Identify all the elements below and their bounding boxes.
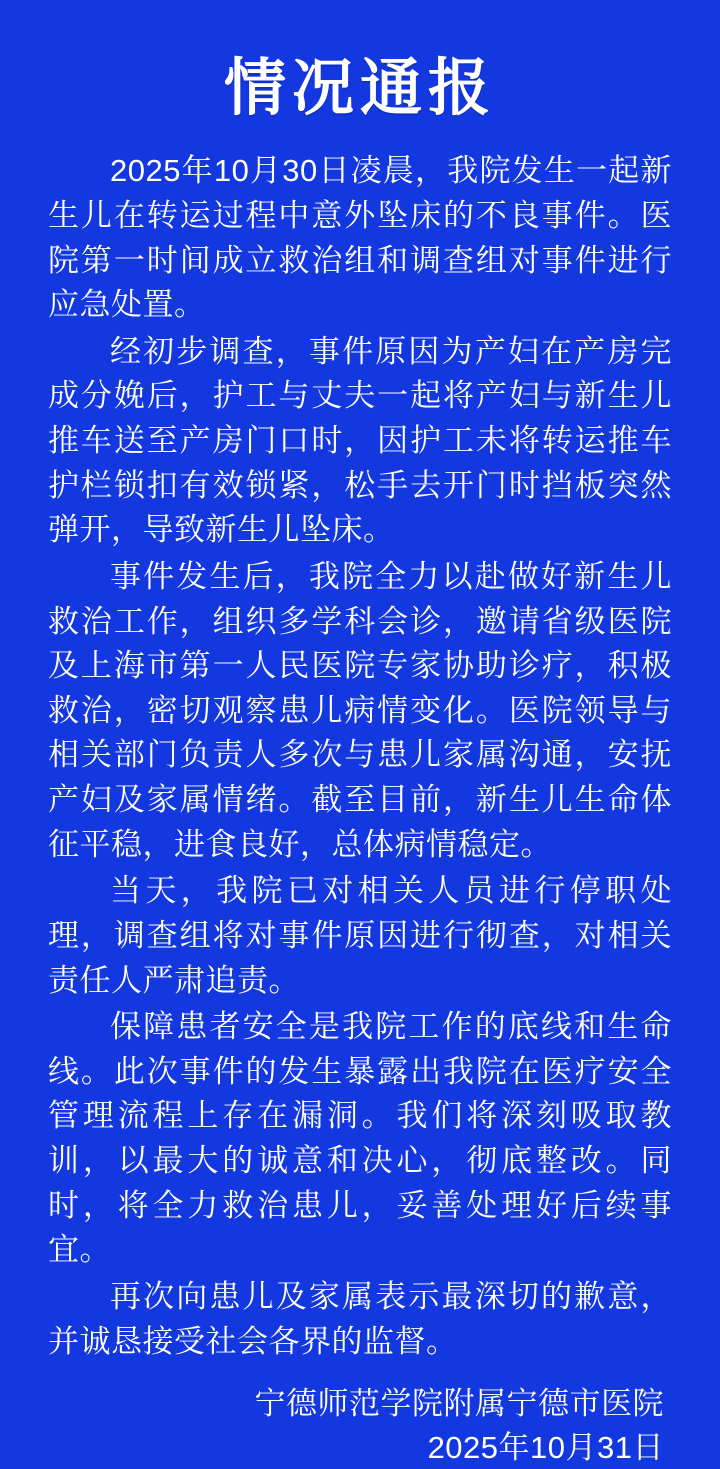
announcement-body [48,149,672,1366]
signature-organization: 宁德师范学院附属宁德市医院 [254,1386,664,1422]
paragraph-5: 保障患者安全是我院工作的底线和生命线。此次事件的发生暴露出我院在医疗安全管理流程上存在漏洞。我们将深刻吸取教训，以最大的诚意和决心，彻底整改。同时，将全力救治患儿，妥善处理好后续事宜。 [48,1009,672,1268]
paragraph-3: 事件发生后，我院全力以赴做好新生儿救治工作，组织多学科会诊，邀请省级医院及上海市第一人民医院专家协助诊疗，积极救治，密切观察患儿病情变化。医院领导与相关部门负责人多次与患儿家属沟通，安抚产妇及家属情绪。截至目前，新生儿生命体征平稳，进食良好，总体病情稳定。 [48,558,672,862]
paragraph-2: 经初步调查，事件原因为产妇在产房完成分娩后，护工与丈夫一起将产妇与新生儿推车送至产房门口时，因护工未将转运推车护栏锁扣有效锁紧，松手去开门时挡板突然弹开，导致新生儿坠床。 [48,333,672,548]
paragraph-4: 当天，我院已对相关人员进行停职处理，调查组将对事件原因进行彻查，对相关责任人严肃追责。 [48,873,672,998]
signature-date: 2025年10月31日 [427,1430,664,1466]
paragraph-1: 2025年10月30日凌晨，我院发生一起新生儿在转运过程中意外坠床的不良事件。医院第一时间成立救治组和调查组对事件进行应急处置。 [48,153,672,323]
page-title: 情况通报 [223,51,496,124]
paragraph-6: 再次向患儿及家属表示最深切的歉意，并诚恳接受社会各界的监督。 [48,1278,672,1359]
signature-block [48,1382,672,1469]
